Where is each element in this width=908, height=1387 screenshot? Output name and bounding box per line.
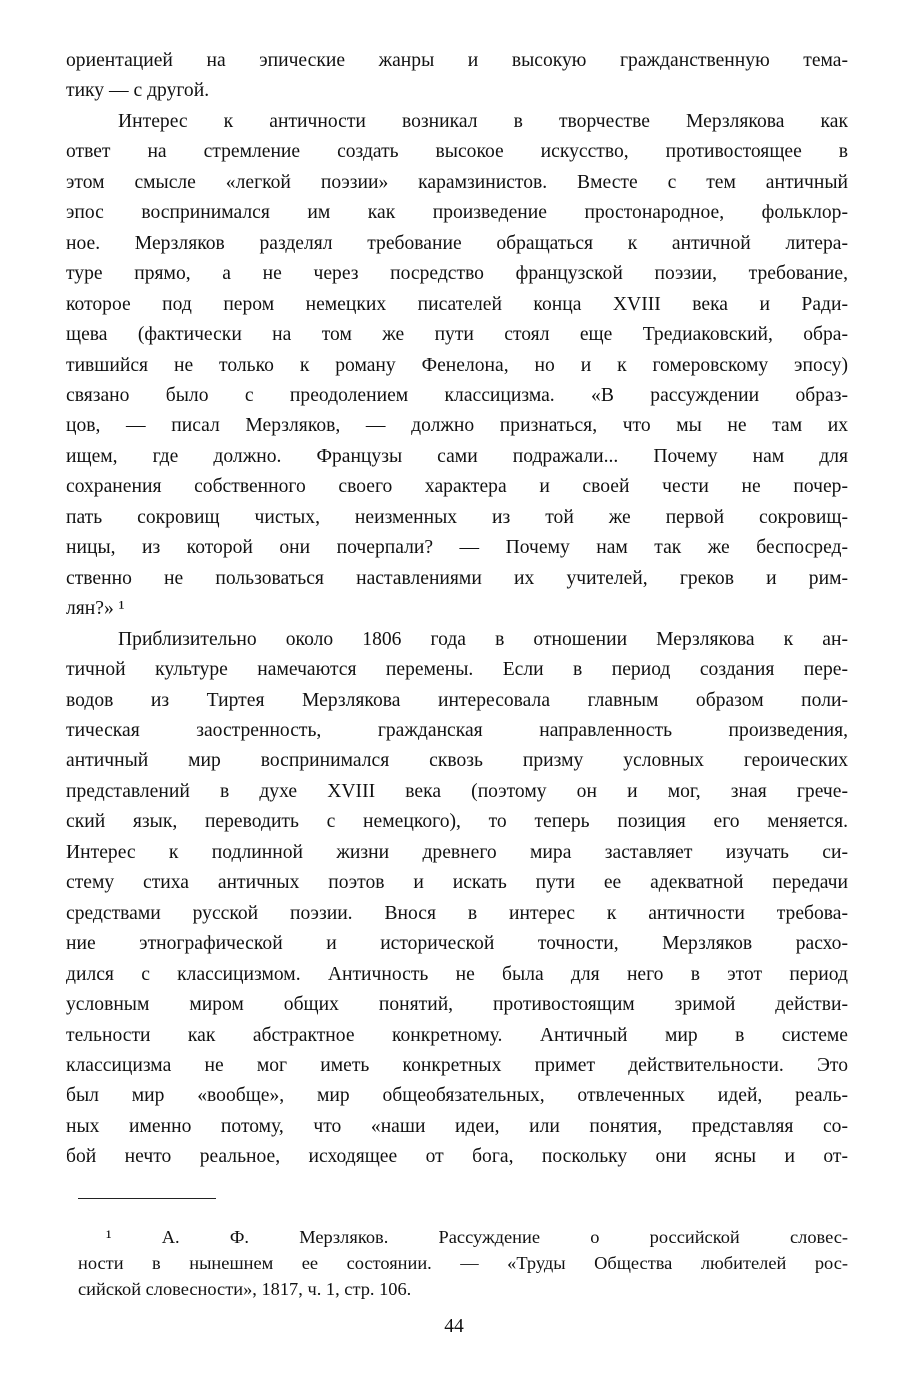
text-line: этом смысле «легкой поэзии» карамзинистов. Вместе с тем античный [66, 171, 848, 193]
body-text [66, 46, 848, 1173]
text-line: ных именно потому, что «наши идеи, или понятия, представляя со- [66, 1115, 848, 1137]
footnote-rule [78, 1198, 216, 1199]
text-line: дился с классицизмом. Античность не была для него в этот период [66, 963, 848, 985]
text-line: средствами русской поэзии. Внося в интерес к античности требова- [66, 902, 848, 924]
text-line: тичной культуре намечаются перемены. Если в период создания пере- [66, 659, 848, 681]
text-line: ницы, из которой они почерпали? — Почему нам так же беспосред- [66, 537, 848, 559]
text-line: эпос воспринимался им как произведение простонародное, фольклор- [66, 202, 848, 224]
text-line: которое под пером немецких писателей конца XVIII века и Ради- [66, 293, 848, 315]
text-line: ищем, где должно. Французы сами подражали... Почему нам для [66, 445, 848, 467]
text-line: ственно не пользоваться наставлениями их учителей, греков и рим- [66, 567, 848, 589]
text-line: туре прямо, а не через посредство французской поэзии, требование, [66, 263, 848, 285]
paragraph [66, 107, 848, 625]
text-line: условным миром общих понятий, противостоящим зримой действи- [66, 994, 848, 1016]
paragraph [66, 625, 848, 1173]
text-line: классицизма не мог иметь конкретных примет действительности. Это [66, 1054, 848, 1076]
text-line: Интерес к античности возникал в творчестве Мерзлякова как [118, 110, 848, 132]
text-line: лян?» ¹ [66, 598, 125, 620]
page-number: 44 [444, 1316, 464, 1337]
text-line: ориентацией на эпические жанры и высокую гражданственную тема- [66, 50, 848, 71]
text-line: ответ на стремление создать высокое искусство, противостоящее в [66, 141, 848, 163]
text-line: тику — с другой. [66, 80, 210, 102]
text-line: тическая заостренность, гражданская направленность произведения, [66, 719, 848, 741]
text-line: античный мир воспринимался сквозь призму условных героических [66, 750, 848, 772]
text-line: связано было с преодолением классицизма. «В рассуждении образ- [66, 384, 848, 406]
text-line: ский язык, переводить с немецкого), то теперь позиция его меняется. [66, 811, 848, 833]
text-line: сохранения собственного своего характера и своей чести не почер- [66, 476, 848, 498]
text-line: цов, — писал Мерзляков, — должно признаться, что мы не там их [66, 415, 848, 437]
text-line: представлений в духе XVIII века (поэтому он и мог, зная грече- [66, 780, 848, 802]
text-line: Интерес к подлинной жизни древнего мира заставляет изучать си- [66, 841, 848, 863]
text-line: был мир «вообще», мир общеобязательных, отвлеченных идей, реаль- [66, 1085, 848, 1107]
text-line: бой нечто реальное, исходящее от бога, поскольку они ясны и от- [66, 1146, 848, 1168]
text-line: щева (фактически на том же пути стоял еще Тредиаковский, обра- [66, 324, 848, 346]
footnote-line: ности в нынешнем ее состоянии. — «Труды Общества любителей рос- [78, 1253, 848, 1273]
text-line: ние этнографической и исторической точности, Мерзляков расхо- [66, 933, 848, 955]
footnote [78, 1224, 848, 1302]
text-line: водов из Тиртея Мерзлякова интересовала главным образом поли- [66, 689, 848, 711]
text-line: тившийся не только к роману Фенелона, но и к гомеровскому эпосу) [66, 354, 848, 376]
text-line: тельности как абстрактное конкретному. Античный мир в системе [66, 1024, 848, 1046]
footnote-line: сийской словесности», 1817, ч. 1, стр. 106. [78, 1279, 412, 1299]
paragraph [66, 46, 848, 107]
text-line: ное. Мерзляков разделял требование обращаться к античной литера- [66, 232, 848, 254]
text-line: стему стиха античных поэтов и искать пути ее адекватной передачи [66, 872, 848, 894]
footnote-line: ¹ А. Ф. Мерзляков. Рассуждение о российской словес- [106, 1227, 848, 1247]
text-line: Приблизительно около 1806 года в отношении Мерзлякова к ан- [118, 628, 848, 650]
text-line: пать сокровищ чистых, неизменных из той же первой сокровищ- [66, 506, 848, 528]
